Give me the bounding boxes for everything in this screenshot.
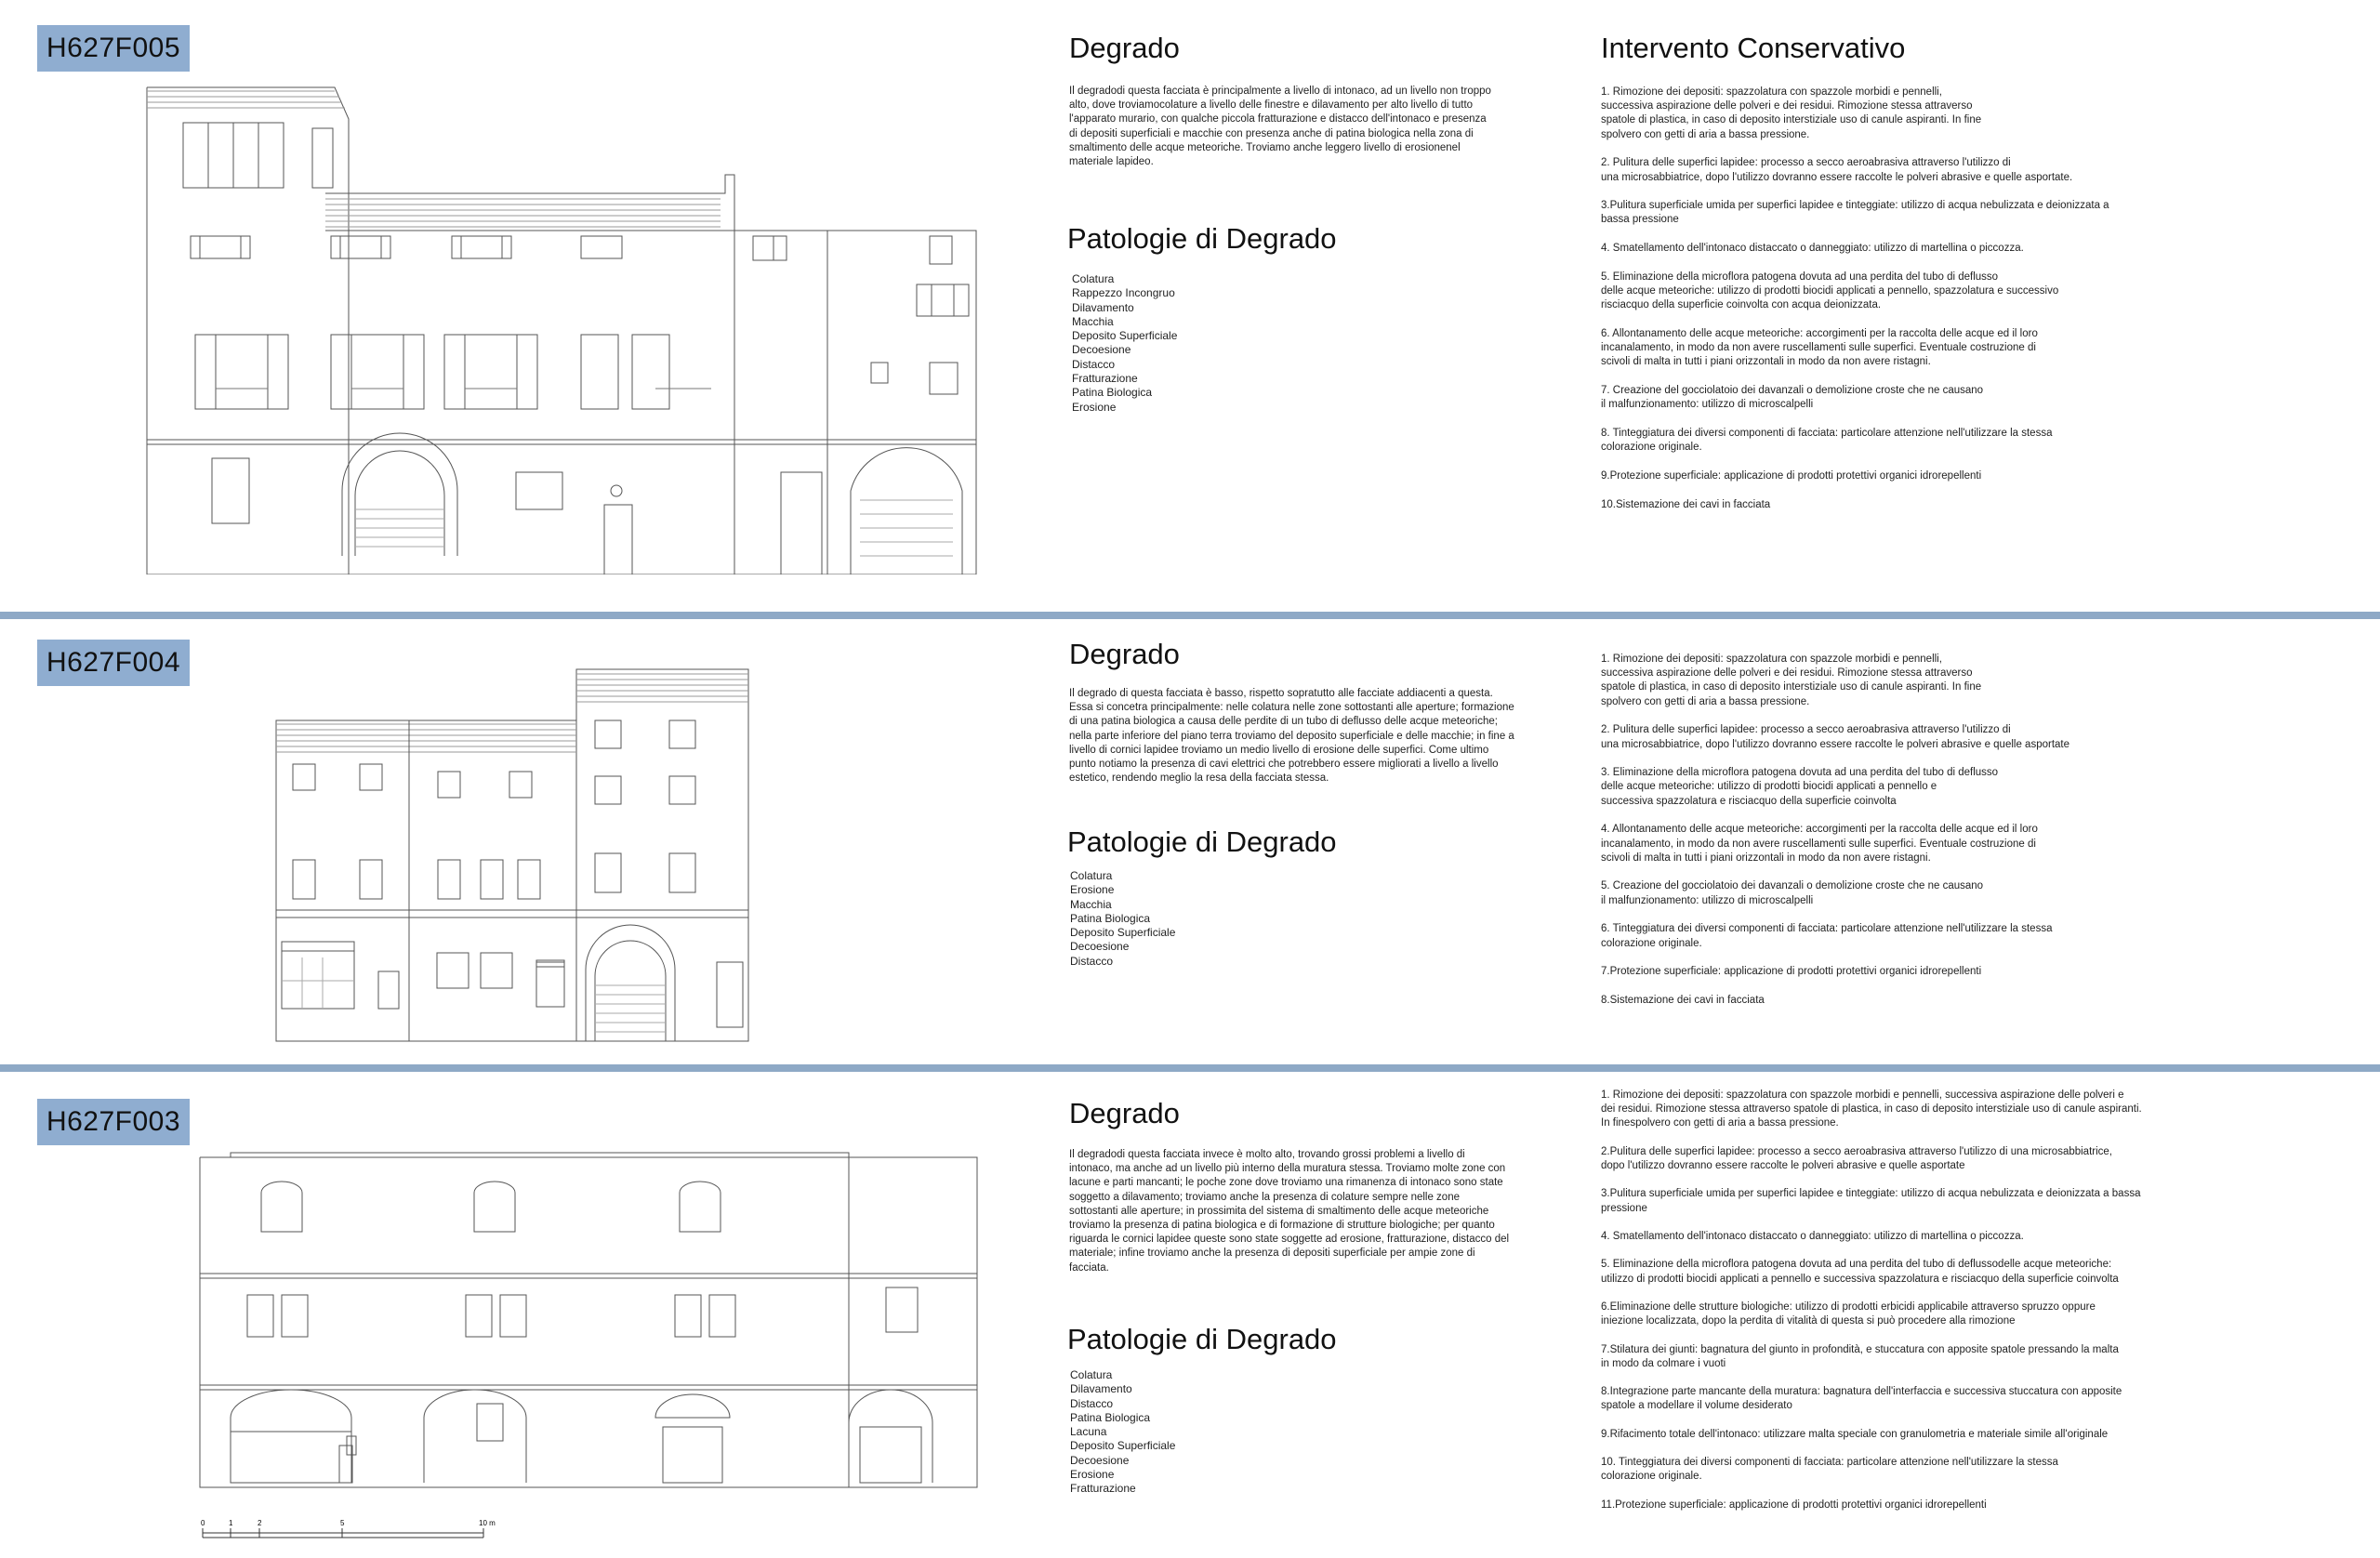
list-item: Colatura [1072, 272, 1115, 285]
list-item: 4. Smatellamento dell'intonaco distaccato o danneggiato: utilizzo di martellina o piccozza. [1601, 1230, 2024, 1242]
patologie-title: Patologie di Degrado [1067, 1323, 1337, 1355]
list-item: Lacuna [1070, 1425, 1107, 1439]
intervento-list [1601, 653, 2177, 1023]
list-item: Rappezzo Incongruo [1072, 286, 1175, 300]
list-item: 7.Stilatura dei giunti: bagnatura del giunto in profondità, e stuccatura con apposite spatole pressando la malta in modo da colmare i vuoti [1601, 1343, 2119, 1369]
facade-code-badge: H627F004 [37, 640, 190, 686]
list-item: Erosione [1072, 400, 1117, 414]
list-item: Decoesione [1070, 1453, 1130, 1467]
list-item: 5. Eliminazione della microflora patogena dovuta ad una perdita del tubo di deflussodelle acque meteoriche: utilizzo di prodotti biocidi applicati a pennello e successiva spazzolatura e risciacquo della superficie coinvolta [1601, 1259, 2119, 1285]
list-item: 2. Pulitura delle superfici lapidee: processo a secco aeroabrasiva attraverso l'utilizzo di una microsabbiatrice, dopo l'utilizzo dovranno essere raccolte le polveri abrasive e quelle asportate [1601, 724, 2070, 750]
list-item: 8. Tinteggiatura dei diversi componenti di facciata: particolare attenzione nell'utilizzare la stessa colorazione originale. [1601, 427, 2053, 454]
list-item: Deposito Superficiale [1072, 329, 1178, 343]
list-item: 7. Creazione del gocciolatoio dei davanzali o demolizione croste che ne causano il malfunzionamento: utilizzo di microscalpelli [1601, 385, 1984, 411]
list-item: 9.Protezione superficiale: applicazione di prodotti protettivi organici idrorepellenti [1601, 469, 1982, 482]
list-item: 6.Eliminazione delle strutture biologiche: utilizzo di prodotti erbicidi applicabile attraverso spruzzo oppure iniezione localizzata, dopo la perdita di vitalità di questa si può procedere alla rimozione [1601, 1301, 2096, 1327]
list-item: Erosione [1070, 1468, 1115, 1482]
list-item: 1. Rimozione dei depositi: spazzolatura con spazzole morbidi e pennelli, successiva aspirazione delle polveri e dei residui. Rimozione stessa attraverso spatole di plastica, in caso di deposito interstiziale uso di canule aspiranti. In fine spolvero con getti di aria a bassa pressione. [1601, 654, 1982, 707]
list-item: Colatura [1070, 1368, 1113, 1381]
scale-label: 2 [258, 1519, 262, 1527]
list-item: 4. Allontanamento delle acque meteoriche: accorgimenti per la raccolta delle acque ed il loro incanalamento, in modo da non avere ruscellamenti sulle superfici. Eventuale costruzione di scivoli di malta in tutti i piani orizzontali in modo da non avere ristagni. [1601, 824, 2038, 864]
list-item: 11.Protezione superficiale: applicazione di prodotti protettivi organici idrorepellenti [1601, 1499, 1987, 1511]
list-item: 3.Pulitura superficiale umida per superfici lapidee e tinteggiate: utilizzo di acqua nebulizzata e deionizzata a bassa pressione [1601, 1188, 2141, 1214]
list-item: Dilavamento [1072, 300, 1134, 314]
list-item: Decoesione [1072, 343, 1131, 357]
degrado-text: Il degradodi questa facciata invece è molto alto, trovando grossi problemi a livello di intonaco, ma anche ad un livello più interno della muratura stessa. Troviamo molte zone con lacune e parti mancanti; le poche zone dove troviamo una rimanenza di intonaco sono state soggetto a dilavamento; troviamo anche la presenza di colature sempre nelle zone sottostanti alle aperture; in prossimita del sistema di smaltimento delle acque meteoriche troviamo la presenza di patina biologica e di formazione di strutture biologiche; per quanto riguarda le cornici lapidee queste sono state soggette ad erosione, fratturazione, distacco del materiale; infine troviamo anche la presenza di depositi superficiale per ampie zone di facciata. [1069, 1149, 1510, 1274]
intervento-title: Intervento Conservativo [1601, 32, 1906, 64]
list-item: Distacco [1070, 1396, 1114, 1410]
list-item: 1. Rimozione dei depositi: spazzolatura con spazzole morbidi e pennelli, successiva aspirazione delle polveri e dei residui. Rimozione stessa attraverso spatole di plastica, in caso di deposito interstiziale uso di canule aspiranti. In finespolvero con getti di aria a bassa pressione. [1601, 1089, 2142, 1129]
list-item: Colatura [1070, 869, 1113, 882]
list-item: 5. Creazione del gocciolatoio dei davanzali o demolizione croste che ne causano il malfunzionamento: utilizzo di microscalpelli [1601, 880, 1984, 906]
scale-label: 5 [340, 1519, 345, 1527]
list-item: Dilavamento [1070, 1382, 1132, 1396]
list-item: 3. Eliminazione della microflora patogena dovuta ad una perdita del tubo di deflusso delle acque meteoriche: utilizzo di prodotti biocidi applicati a pennello e successiva spazzolatura e risciacquo della superficie coinvolta [1601, 767, 1999, 807]
list-item: 7.Protezione superficiale: applicazione di prodotti protettivi organici idrorepellenti [1601, 966, 1982, 978]
list-item: Deposito Superficiale [1070, 926, 1176, 940]
facade-elevation-drawing [198, 1139, 979, 1492]
degrado-title: Degrado [1069, 32, 1180, 64]
degrado-title: Degrado [1069, 638, 1180, 670]
list-item: 10.Sistemazione dei cavi in facciata [1601, 498, 1771, 510]
list-item: 1. Rimozione dei depositi: spazzolatura con spazzole morbidi e pennelli, successiva aspirazione delle polveri e dei residui. Rimozione stessa attraverso spatole di plastica, in caso di deposito interstiziale uso di canule aspiranti. In fine spolvero con getti di aria a bassa pressione. [1601, 86, 1982, 140]
facade-code-badge: H627F003 [37, 1099, 190, 1145]
list-item: 2. Pulitura delle superfici lapidee: processo a secco aeroabrasiva attraverso l'utilizzo di una microsabbiatrice, dopo l'utilizzo dovranno essere raccolte le polveri abrasive e quelle asportate. [1601, 157, 2073, 183]
scale-label: 10 m [479, 1519, 496, 1527]
facade-elevation-drawing [274, 665, 750, 1046]
facade-elevation-drawing [139, 82, 981, 574]
degrado-text: Il degradodi questa facciata è principalmente a livello di intonaco, ad un livello non troppo alto, dove troviamocolature a livello delle finestre e dilavamento per alto livello di tutto l'apparato murario, con qualche piccola fratturazione e distacco dell'intonaco e presenza di depositi superficiali e macchie con presenza anche di patina biologica nella zona di smaltimento delle acque meteoriche. Troviamo anche leggero livello di erosionenel materiale lapideo. [1069, 86, 1491, 168]
patologie-list [1072, 272, 1177, 415]
list-item: Macchia [1070, 897, 1112, 911]
list-item: Deposito Superficiale [1070, 1439, 1176, 1453]
list-item: 3.Pulitura superficiale umida per superfici lapidee e tinteggiate: utilizzo di acqua nebulizzata e deionizzata a bassa pressione [1601, 200, 2109, 226]
patologie-title: Patologie di Degrado [1067, 825, 1337, 858]
list-item: 4. Smatellamento dell'intonaco distaccato o danneggiato: utilizzo di martellina o piccozza. [1601, 243, 2024, 255]
list-item: Fratturazione [1072, 372, 1138, 386]
scale-bar [200, 1517, 497, 1545]
list-item: Fratturazione [1070, 1482, 1136, 1496]
list-item: 6. Tinteggiatura dei diversi componenti di facciata: particolare attenzione nell'utilizzare la stessa colorazione originale. [1601, 923, 2053, 949]
patologie-list [1070, 1368, 1175, 1497]
scale-label: 1 [229, 1519, 233, 1527]
section-separator [0, 612, 2380, 619]
intervento-list [1601, 1089, 2252, 1526]
list-item: 2.Pulitura delle superfici lapidee: processo a secco aeroabrasiva attraverso l'utilizzo di una microsabbiatrice, dopo l'utilizzo dovranno essere raccolte le polveri abrasive e quelle asportate [1601, 1145, 2113, 1171]
list-item: 8.Sistemazione dei cavi in facciata [1601, 994, 1765, 1006]
intervento-list [1601, 86, 2177, 526]
patologie-list [1070, 869, 1175, 969]
list-item: Decoesione [1070, 940, 1130, 954]
degrado-title: Degrado [1069, 1097, 1180, 1129]
facade-code-badge: H627F005 [37, 25, 190, 72]
list-item: 5. Eliminazione della microflora patogena dovuta ad una perdita del tubo di deflusso delle acque meteoriche: utilizzo di prodotti biocidi applicati a pennello, spazzolatura e successivo risciacquo della superficie coinvolta con acqua deionizzata. [1601, 271, 2059, 311]
list-item: 8.Integrazione parte mancante della muratura: bagnatura dell'interfaccia e successiva stuccatura con apposite spatole a modellare il volume desiderato [1601, 1386, 2122, 1412]
patologie-title: Patologie di Degrado [1067, 222, 1337, 255]
degrado-text: Il degrado di questa facciata è basso, rispetto sopratutto alle facciate addiacenti a questa. Essa si concetra principalmente: nelle colatura nelle zone sottostanti alle aperture; formazione di una patina biologica a causa delle perdite di un tubo di deflusso delle acque meteoriche; nella parte inferiore del piano terra troviamo del deposito superficiale e delle macchie; in fine a livello di cornici lapidee troviamo un medio livello di erosione delle superfici. Come ultimo punto notiamo la presenza di cavi elettrici che potrebbero essere migliorati a livello a livello estetico, rendendo meglio la resa della facciata stessa. [1069, 688, 1514, 785]
scale-label: 0 [201, 1519, 205, 1527]
list-item: Distacco [1070, 954, 1114, 968]
list-item: Macchia [1072, 314, 1114, 328]
list-item: Erosione [1070, 883, 1115, 897]
list-item: 6. Allontanamento delle acque meteoriche: accorgimenti per la raccolta delle acque ed il loro incanalamento, in modo da non avere ruscellamenti sulle superfici. Eventuale costruzione di scivoli di malta in tutti i piani orizzontali in modo da non avere ristagni. [1601, 327, 2038, 368]
list-item: 10. Tinteggiatura dei diversi componenti di facciata: particolare attenzione nell'utilizzare la stessa colorazione originale. [1601, 1457, 2058, 1483]
list-item: Distacco [1072, 357, 1116, 371]
list-item: 9.Rifacimento totale dell'intonaco: utilizzare malta speciale con granulometria e materiale simile all'originale [1601, 1428, 2109, 1440]
section-separator [0, 1064, 2380, 1072]
list-item: Patina Biologica [1072, 386, 1153, 400]
list-item: Patina Biologica [1070, 1410, 1151, 1424]
list-item: Patina Biologica [1070, 911, 1151, 925]
